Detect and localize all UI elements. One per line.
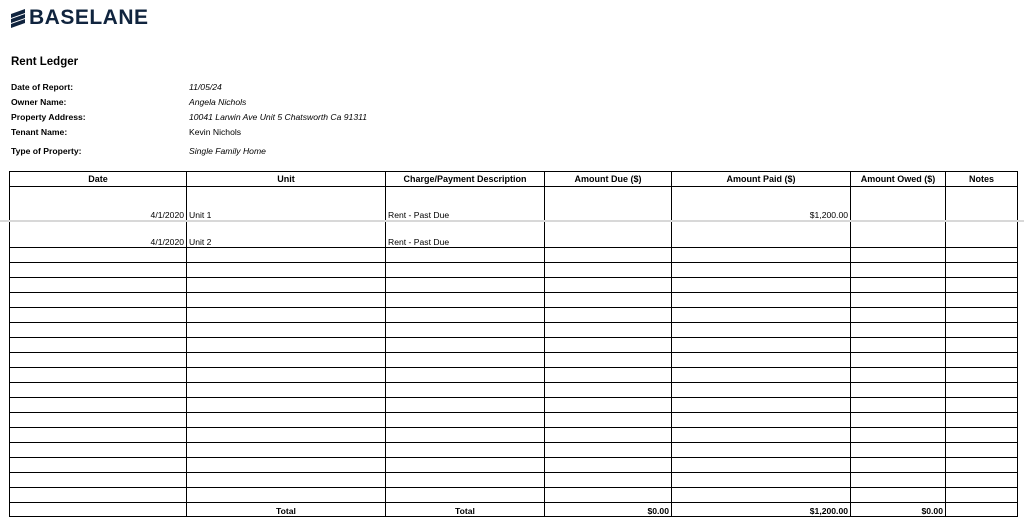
cell-amount-paid bbox=[672, 473, 851, 488]
cell-unit bbox=[187, 368, 386, 383]
cell-amount-owed bbox=[851, 263, 946, 278]
cell-amount-paid bbox=[672, 368, 851, 383]
cell-date bbox=[10, 308, 187, 323]
cell-amount-paid bbox=[672, 443, 851, 458]
cell-amount-owed bbox=[851, 308, 946, 323]
column-header-notes: Notes bbox=[946, 172, 1018, 187]
cell-notes bbox=[946, 413, 1018, 428]
cell-description bbox=[386, 443, 545, 458]
cell-amount-paid bbox=[672, 353, 851, 368]
cell-unit bbox=[187, 308, 386, 323]
cell-amount-paid bbox=[672, 398, 851, 413]
cell-total-amount-owed: $0.00 bbox=[851, 503, 946, 517]
table-row bbox=[10, 221, 1018, 248]
cell-amount-due bbox=[545, 221, 672, 248]
cell-amount-paid bbox=[672, 458, 851, 473]
field-value: Angela Nichols bbox=[189, 97, 247, 107]
table-row bbox=[10, 458, 1018, 473]
cell-total-notes bbox=[946, 503, 1018, 517]
cell-amount-due bbox=[545, 458, 672, 473]
cell-unit bbox=[187, 248, 386, 263]
table-row bbox=[10, 338, 1018, 353]
cell-unit bbox=[187, 353, 386, 368]
cell-date bbox=[10, 323, 187, 338]
cell-amount-due bbox=[545, 353, 672, 368]
field-value: 10041 Larwin Ave Unit 5 Chatsworth Ca 91311 bbox=[189, 112, 368, 122]
cell-amount-owed bbox=[851, 458, 946, 473]
cell-description bbox=[386, 488, 545, 503]
cell-notes bbox=[946, 323, 1018, 338]
cell-amount-due bbox=[545, 187, 672, 221]
cell-notes bbox=[946, 488, 1018, 503]
cell-amount-due bbox=[545, 293, 672, 308]
page-divider bbox=[0, 220, 1024, 222]
field-value: 11/05/24 bbox=[189, 82, 222, 92]
cell-date bbox=[10, 473, 187, 488]
cell-notes bbox=[946, 458, 1018, 473]
total-row bbox=[10, 503, 1018, 517]
field-value: Kevin Nichols bbox=[189, 127, 242, 137]
cell-date bbox=[10, 368, 187, 383]
cell-amount-owed bbox=[851, 293, 946, 308]
field-label: Property Address: bbox=[11, 112, 86, 122]
cell-notes bbox=[946, 443, 1018, 458]
brand-logo bbox=[10, 8, 149, 28]
cell-amount-paid bbox=[672, 338, 851, 353]
cell-amount-paid bbox=[672, 221, 851, 248]
cell-amount-owed bbox=[851, 323, 946, 338]
column-header-unit: Unit bbox=[187, 172, 386, 187]
cell-description bbox=[386, 263, 545, 278]
table-row bbox=[10, 323, 1018, 338]
cell-date bbox=[10, 293, 187, 308]
cell-total-amount-due: $0.00 bbox=[545, 503, 672, 517]
cell-description bbox=[386, 323, 545, 338]
cell-date bbox=[10, 428, 187, 443]
cell-amount-owed bbox=[851, 398, 946, 413]
cell-amount-owed bbox=[851, 278, 946, 293]
cell-notes bbox=[946, 248, 1018, 263]
cell-notes bbox=[946, 383, 1018, 398]
cell-amount-due bbox=[545, 368, 672, 383]
cell-notes bbox=[946, 428, 1018, 443]
cell-notes bbox=[946, 398, 1018, 413]
cell-amount-owed bbox=[851, 187, 946, 221]
cell-description bbox=[386, 458, 545, 473]
cell-total-label: Total bbox=[187, 503, 386, 517]
cell-unit bbox=[187, 428, 386, 443]
cell-amount-paid bbox=[672, 488, 851, 503]
cell-amount-due bbox=[545, 473, 672, 488]
field-label: Tenant Name: bbox=[11, 127, 68, 137]
table-row bbox=[10, 293, 1018, 308]
cell-amount-owed bbox=[851, 413, 946, 428]
cell-date bbox=[10, 458, 187, 473]
cell-amount-owed bbox=[851, 338, 946, 353]
table-row bbox=[10, 383, 1018, 398]
cell-amount-due bbox=[545, 398, 672, 413]
cell-date bbox=[10, 353, 187, 368]
table-row bbox=[10, 488, 1018, 503]
cell-date bbox=[10, 278, 187, 293]
cell-amount-due bbox=[545, 278, 672, 293]
cell-amount-owed bbox=[851, 428, 946, 443]
cell-description bbox=[386, 428, 545, 443]
table-row bbox=[10, 428, 1018, 443]
cell-amount-owed bbox=[851, 383, 946, 398]
column-header-amount-due: Amount Due ($) bbox=[545, 172, 672, 187]
cell-notes bbox=[946, 263, 1018, 278]
cell-amount-owed bbox=[851, 248, 946, 263]
table-row bbox=[10, 263, 1018, 278]
cell-description bbox=[386, 248, 545, 263]
cell-amount-due bbox=[545, 248, 672, 263]
cell-amount-due bbox=[545, 488, 672, 503]
cell-amount-paid bbox=[672, 428, 851, 443]
cell-amount-due bbox=[545, 263, 672, 278]
table-row bbox=[10, 443, 1018, 458]
cell-amount-due bbox=[545, 338, 672, 353]
cell-date bbox=[10, 413, 187, 428]
cell-unit bbox=[187, 383, 386, 398]
table-row bbox=[10, 187, 1018, 221]
cell-unit bbox=[187, 473, 386, 488]
cell-notes bbox=[946, 278, 1018, 293]
cell-unit bbox=[187, 443, 386, 458]
column-header-date: Date bbox=[10, 172, 187, 187]
cell-notes bbox=[946, 368, 1018, 383]
brand-name: BASELANE bbox=[29, 6, 149, 29]
cell-unit bbox=[187, 413, 386, 428]
cell-date: 4/1/2020 bbox=[10, 187, 187, 221]
cell-date bbox=[10, 488, 187, 503]
baselane-logo-icon bbox=[10, 8, 26, 28]
field-label: Date of Report: bbox=[11, 82, 74, 92]
cell-notes bbox=[946, 353, 1018, 368]
cell-description: Rent - Past Due bbox=[386, 187, 545, 221]
cell-amount-owed bbox=[851, 473, 946, 488]
column-header-amount-owed: Amount Owed ($) bbox=[851, 172, 946, 187]
field-label: Type of Property: bbox=[11, 146, 82, 156]
cell-total-date bbox=[10, 503, 187, 517]
cell-description bbox=[386, 473, 545, 488]
cell-notes bbox=[946, 187, 1018, 221]
table-header-row bbox=[10, 172, 1018, 187]
cell-unit bbox=[187, 263, 386, 278]
document-title: Rent Ledger bbox=[11, 56, 79, 68]
cell-amount-paid bbox=[672, 383, 851, 398]
cell-description: Rent - Past Due bbox=[386, 221, 545, 248]
cell-description bbox=[386, 398, 545, 413]
cell-amount-due bbox=[545, 308, 672, 323]
cell-unit bbox=[187, 293, 386, 308]
cell-description bbox=[386, 353, 545, 368]
cell-amount-owed bbox=[851, 488, 946, 503]
cell-amount-paid bbox=[672, 323, 851, 338]
table-row bbox=[10, 353, 1018, 368]
cell-amount-due bbox=[545, 413, 672, 428]
cell-amount-paid bbox=[672, 278, 851, 293]
cell-unit: Unit 1 bbox=[187, 187, 386, 221]
cell-unit bbox=[187, 398, 386, 413]
cell-description bbox=[386, 368, 545, 383]
cell-amount-paid bbox=[672, 248, 851, 263]
table-row bbox=[10, 278, 1018, 293]
cell-date bbox=[10, 398, 187, 413]
cell-amount-paid bbox=[672, 413, 851, 428]
cell-amount-paid bbox=[672, 293, 851, 308]
column-header-description: Charge/Payment Description bbox=[386, 172, 545, 187]
cell-description bbox=[386, 338, 545, 353]
table-row bbox=[10, 308, 1018, 323]
table-row bbox=[10, 473, 1018, 488]
cell-notes bbox=[946, 473, 1018, 488]
cell-unit bbox=[187, 488, 386, 503]
cell-amount-due bbox=[545, 383, 672, 398]
cell-amount-owed bbox=[851, 443, 946, 458]
cell-date: 4/1/2020 bbox=[10, 221, 187, 248]
cell-date bbox=[10, 338, 187, 353]
cell-amount-paid bbox=[672, 308, 851, 323]
cell-unit: Unit 2 bbox=[187, 221, 386, 248]
cell-amount-paid bbox=[672, 263, 851, 278]
cell-unit bbox=[187, 323, 386, 338]
cell-date bbox=[10, 443, 187, 458]
cell-total-label: Total bbox=[386, 503, 545, 517]
table-row bbox=[10, 368, 1018, 383]
cell-description bbox=[386, 308, 545, 323]
cell-amount-due bbox=[545, 323, 672, 338]
cell-notes bbox=[946, 293, 1018, 308]
cell-amount-owed bbox=[851, 353, 946, 368]
cell-amount-paid: $1,200.00 bbox=[672, 187, 851, 221]
field-value: Single Family Home bbox=[189, 146, 266, 156]
cell-date bbox=[10, 263, 187, 278]
cell-total-amount-paid: $1,200.00 bbox=[672, 503, 851, 517]
cell-date bbox=[10, 248, 187, 263]
field-label: Owner Name: bbox=[11, 97, 67, 107]
cell-notes bbox=[946, 308, 1018, 323]
cell-date bbox=[10, 383, 187, 398]
column-header-amount-paid: Amount Paid ($) bbox=[672, 172, 851, 187]
table-row bbox=[10, 413, 1018, 428]
cell-unit bbox=[187, 458, 386, 473]
table-row bbox=[10, 398, 1018, 413]
cell-amount-due bbox=[545, 443, 672, 458]
cell-notes bbox=[946, 338, 1018, 353]
cell-notes bbox=[946, 221, 1018, 248]
cell-description bbox=[386, 278, 545, 293]
cell-description bbox=[386, 413, 545, 428]
cell-description bbox=[386, 383, 545, 398]
table-row bbox=[10, 248, 1018, 263]
cell-unit bbox=[187, 338, 386, 353]
ledger-table bbox=[9, 171, 1018, 517]
cell-amount-due bbox=[545, 428, 672, 443]
cell-description bbox=[386, 293, 545, 308]
cell-unit bbox=[187, 278, 386, 293]
cell-amount-owed bbox=[851, 221, 946, 248]
cell-amount-owed bbox=[851, 368, 946, 383]
